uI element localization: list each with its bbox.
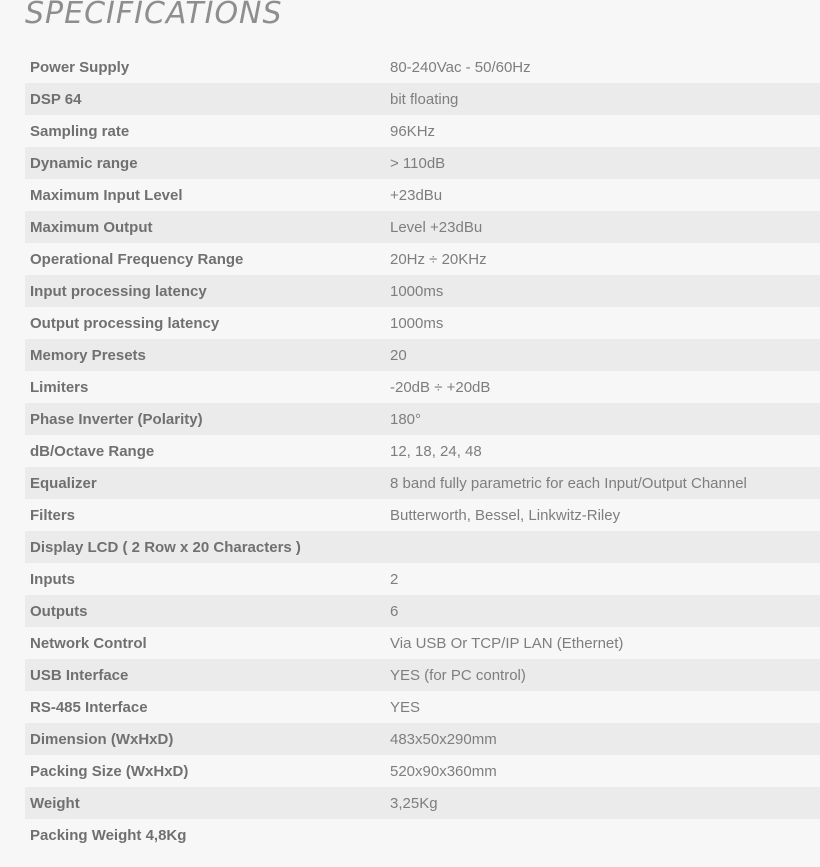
spec-row — [25, 243, 820, 275]
spec-label: Inputs — [30, 570, 75, 588]
spec-value: bit floating — [390, 90, 459, 108]
spec-row — [25, 147, 820, 179]
spec-value: 483x50x290mm — [390, 730, 497, 748]
spec-label: RS-485 Interface — [30, 698, 148, 716]
specifications-table — [25, 51, 820, 851]
spec-value: YES — [390, 698, 421, 716]
spec-row — [25, 595, 820, 627]
spec-row — [25, 819, 820, 851]
spec-value: 1000ms — [390, 314, 444, 332]
spec-label: Dimension (WxHxD) — [30, 730, 174, 748]
spec-row — [25, 659, 820, 691]
spec-row — [25, 339, 820, 371]
spec-row — [25, 627, 820, 659]
spec-row — [25, 51, 820, 83]
spec-value: 20 — [390, 346, 407, 364]
spec-row — [25, 531, 820, 563]
spec-value: 8 band fully parametric for each Input/Output Channel — [390, 474, 747, 492]
spec-value: Via USB Or TCP/IP LAN (Ethernet) — [390, 634, 624, 652]
spec-row — [25, 115, 820, 147]
spec-label: Weight — [30, 794, 80, 812]
spec-row — [25, 83, 820, 115]
spec-label: Network Control — [30, 634, 147, 652]
spec-label: Input processing latency — [30, 282, 207, 300]
spec-label: Packing Size (WxHxD) — [30, 762, 189, 780]
spec-label: USB Interface — [30, 666, 129, 684]
spec-label: Filters — [30, 506, 76, 524]
spec-row — [25, 275, 820, 307]
spec-label: Display LCD ( 2 Row x 20 Characters ) — [30, 538, 301, 556]
spec-label: Sampling rate — [30, 122, 130, 140]
spec-row — [25, 371, 820, 403]
spec-label: Dynamic range — [30, 154, 138, 172]
spec-value: 520x90x360mm — [390, 762, 497, 780]
spec-row — [25, 211, 820, 243]
spec-row — [25, 755, 820, 787]
spec-value: 96KHz — [390, 122, 436, 140]
spec-label: Phase Inverter (Polarity) — [30, 410, 203, 428]
spec-label: Equalizer — [30, 474, 97, 492]
spec-row — [25, 787, 820, 819]
spec-value: YES (for PC control) — [390, 666, 526, 684]
spec-value: 2 — [390, 570, 399, 588]
spec-value: 180° — [390, 410, 422, 428]
spec-value: 20Hz ÷ 20KHz — [390, 250, 487, 268]
section-heading: SPECIFICATIONS — [25, 0, 283, 31]
spec-value: Butterworth, Bessel, Linkwitz-Riley — [390, 506, 621, 524]
spec-row — [25, 723, 820, 755]
spec-label: Maximum Input Level — [30, 186, 183, 204]
spec-value: 3,25Kg — [390, 794, 438, 812]
spec-value: -20dB ÷ +20dB — [390, 378, 491, 396]
spec-row — [25, 691, 820, 723]
spec-row — [25, 179, 820, 211]
spec-label: Outputs — [30, 602, 88, 620]
spec-label: Maximum Output — [30, 218, 153, 236]
spec-value: Level +23dBu — [390, 218, 483, 236]
spec-value: > 110dB — [390, 154, 446, 172]
spec-value: 12, 18, 24, 48 — [390, 442, 482, 460]
spec-label: Power Supply — [30, 58, 130, 76]
spec-label: Operational Frequency Range — [30, 250, 244, 268]
spec-row — [25, 467, 820, 499]
spec-label: DSP 64 — [30, 90, 82, 108]
spec-row — [25, 403, 820, 435]
spec-row — [25, 499, 820, 531]
spec-value: +23dBu — [390, 186, 443, 204]
spec-row — [25, 435, 820, 467]
spec-value: 80-240Vac - 50/60Hz — [390, 58, 531, 76]
spec-label: Limiters — [30, 378, 89, 396]
spec-value: 6 — [390, 602, 399, 620]
spec-label: Output processing latency — [30, 314, 220, 332]
spec-label: Packing Weight 4,8Kg — [30, 826, 187, 844]
spec-row — [25, 563, 820, 595]
spec-row — [25, 307, 820, 339]
spec-value: 1000ms — [390, 282, 444, 300]
spec-label: dB/Octave Range — [30, 442, 155, 460]
spec-label: Memory Presets — [30, 346, 146, 364]
